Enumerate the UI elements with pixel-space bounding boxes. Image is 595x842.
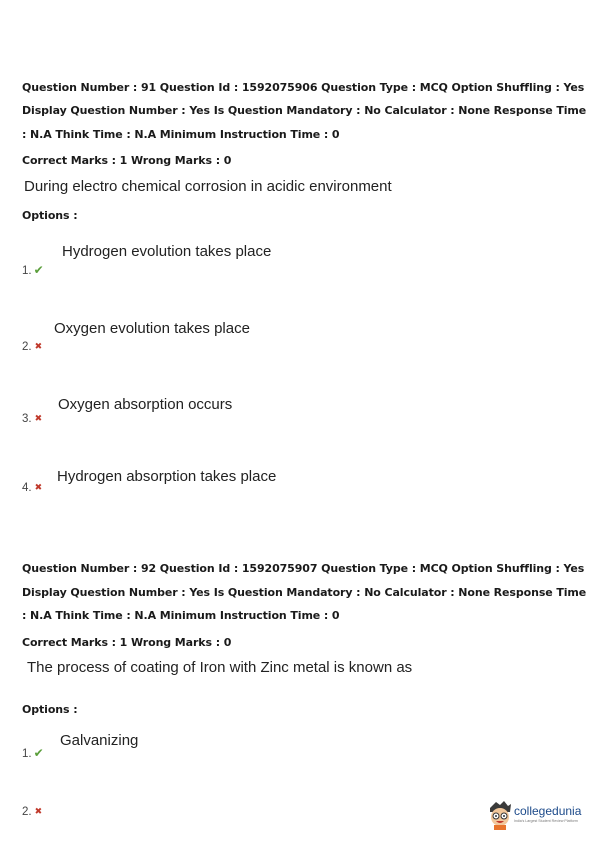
option-number: 1. ✔ [22,263,44,277]
option-number: 2. ✖ [22,341,43,353]
question-marks: Correct Marks : 1 Wrong Marks : 0 [22,154,232,167]
question-meta-line2: Display Question Number : Yes Is Question Mandatory : No Calculator : None Response Time [22,586,587,599]
question-meta-line1: Question Number : 92 Question Id : 1592075907 Question Type : MCQ Option Shuffling : Yes [22,562,585,575]
question-meta-line1: Question Number : 91 Question Id : 1592075906 Question Type : MCQ Option Shuffling : Yes [22,81,585,94]
option-text: Hydrogen evolution takes place [62,243,272,260]
option-number: 2. ✖ [22,806,43,818]
question-text: During electro chemical corrosion in acidic environment [24,178,392,195]
collegedunia-logo [486,798,586,834]
question-meta-line3: : N.A Think Time : N.A Minimum Instruction Time : 0 [22,128,340,141]
question-marks: Correct Marks : 1 Wrong Marks : 0 [22,636,232,649]
cross-icon: ✖ [34,341,43,351]
logo-tagline: India's Largest Student Review Platform [514,819,578,823]
option-text: Hydrogen absorption takes place [57,468,277,485]
cross-icon: ✖ [34,413,43,423]
option-number: 3. ✖ [22,413,43,425]
logo-name: collegedunia [514,804,582,818]
option-text: Galvanizing [60,732,139,749]
options-label: Options : [22,209,78,222]
option-number: 4. ✖ [22,482,43,494]
question-text: The process of coating of Iron with Zinc metal is known as [27,659,413,676]
cross-icon: ✖ [34,482,43,492]
question-meta-line2: Display Question Number : Yes Is Question Mandatory : No Calculator : None Response Time [22,104,587,117]
options-label: Options : [22,703,78,716]
option-number: 1. ✔ [22,746,44,760]
option-text: Oxygen evolution takes place [54,320,250,337]
checkmark-icon: ✔ [33,746,44,760]
question-meta-line3: : N.A Think Time : N.A Minimum Instruction Time : 0 [22,609,340,622]
option-text: Oxygen absorption occurs [58,396,233,413]
checkmark-icon: ✔ [33,263,44,277]
mascot-icon [486,800,514,830]
cross-icon: ✖ [34,806,43,816]
